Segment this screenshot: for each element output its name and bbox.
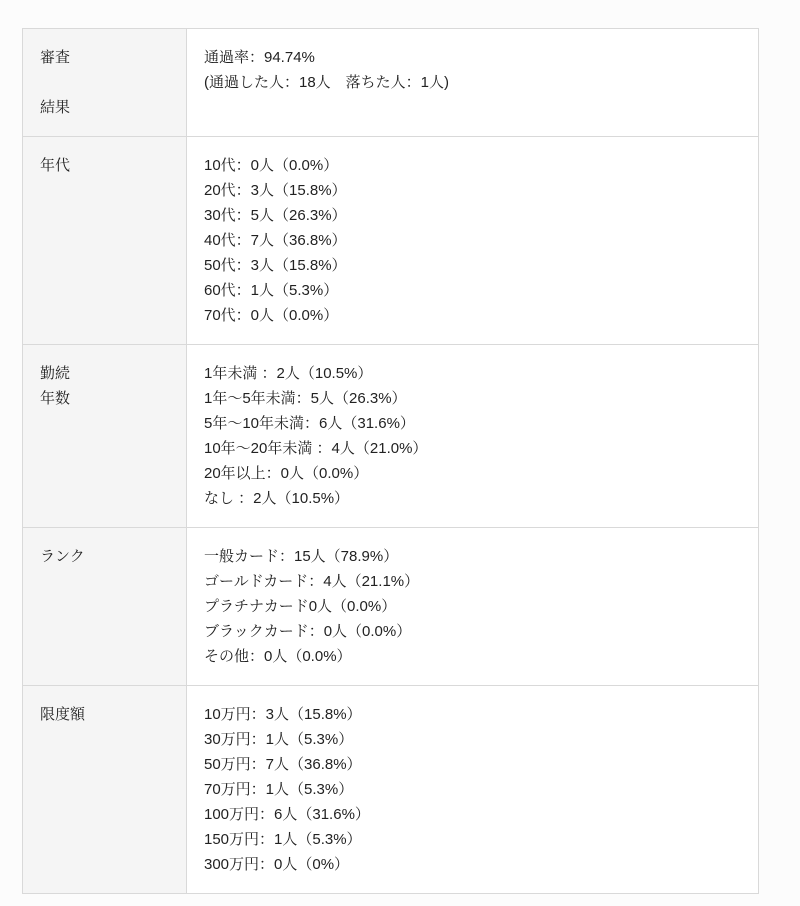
value-line-limit-1m: 100万円：6人（31.6%） — [204, 806, 370, 823]
value-line-age-70s: 70代：0人（0.0%） — [204, 307, 339, 324]
value-line-rank-platinum: プラチナカード0人（0.0%） — [204, 598, 397, 615]
value-line-rank-other: その他：0人（0.0%） — [204, 648, 352, 665]
value-line-tenure-under1: 1年未満 ：2人（10.5%） — [204, 365, 373, 382]
label-line: 年代 — [40, 157, 71, 174]
table-row-result — [23, 29, 758, 137]
label-line: 審査 — [40, 49, 71, 66]
value-line-age-10s: 10代：0人（0.0%） — [204, 157, 339, 174]
label-line: 勤続 — [40, 365, 71, 382]
row-values-age — [187, 137, 758, 344]
value-line-age-50s: 50代：3人（15.8%） — [204, 257, 347, 274]
value-line-age-30s: 30代：5人（26.3%） — [204, 207, 347, 224]
table-row-limit — [23, 686, 758, 893]
value-line-tenure-10to20: 10年〜20年未満 ：4人（21.0%） — [204, 440, 428, 457]
value-line-limit-500k: 50万円：7人（36.8%） — [204, 756, 362, 773]
value-line-age-60s: 60代：1人（5.3%） — [204, 282, 339, 299]
value-line-limit-700k: 70万円：1人（5.3%） — [204, 781, 354, 798]
row-values-limit — [187, 686, 758, 893]
row-label-rank — [23, 528, 187, 685]
row-label-age — [23, 137, 187, 344]
value-line-age-20s: 20代：3人（15.8%） — [204, 182, 347, 199]
value-line-pass-rate: 通過率：94.74% — [204, 49, 315, 66]
label-line-blank — [40, 70, 174, 95]
table-row-tenure — [23, 345, 758, 528]
label-line: 結果 — [40, 99, 71, 116]
value-line-tenure-none: なし ：2人（10.5%） — [204, 490, 350, 507]
label-line: ランク — [40, 548, 85, 565]
row-values-result — [187, 29, 758, 136]
table-row-age — [23, 137, 758, 345]
row-label-limit — [23, 686, 187, 893]
row-label-tenure — [23, 345, 187, 527]
value-line-pass-counts: (通過した人：18人 落ちた人：1人) — [204, 74, 450, 91]
value-line-rank-gold: ゴールドカード：4人（21.1%） — [204, 573, 420, 590]
row-values-tenure — [187, 345, 758, 527]
label-line: 限度額 — [40, 706, 86, 723]
value-line-tenure-over20: 20年以上：0人（0.0%） — [204, 465, 369, 482]
label-line: 年数 — [40, 390, 71, 407]
value-line-tenure-5to10: 5年〜10年未満：6人（31.6%） — [204, 415, 415, 432]
value-line-rank-standard: 一般カード：15人（78.9%） — [204, 548, 399, 565]
value-line-tenure-1to5: 1年〜5年未満：5人（26.3%） — [204, 390, 407, 407]
value-line-limit-1.5m: 150万円：1人（5.3%） — [204, 831, 362, 848]
value-line-limit-300k: 30万円：1人（5.3%） — [204, 731, 354, 748]
value-line-limit-100k: 10万円：3人（15.8%） — [204, 706, 362, 723]
row-values-rank — [187, 528, 758, 685]
screening-summary-table — [22, 28, 759, 894]
value-line-limit-3m: 300万円：0人（0%） — [204, 856, 350, 873]
value-line-age-40s: 40代：7人（36.8%） — [204, 232, 347, 249]
table-row-rank — [23, 528, 758, 686]
row-label-result — [23, 29, 187, 136]
value-line-rank-black: ブラックカード：0人（0.0%） — [204, 623, 412, 640]
